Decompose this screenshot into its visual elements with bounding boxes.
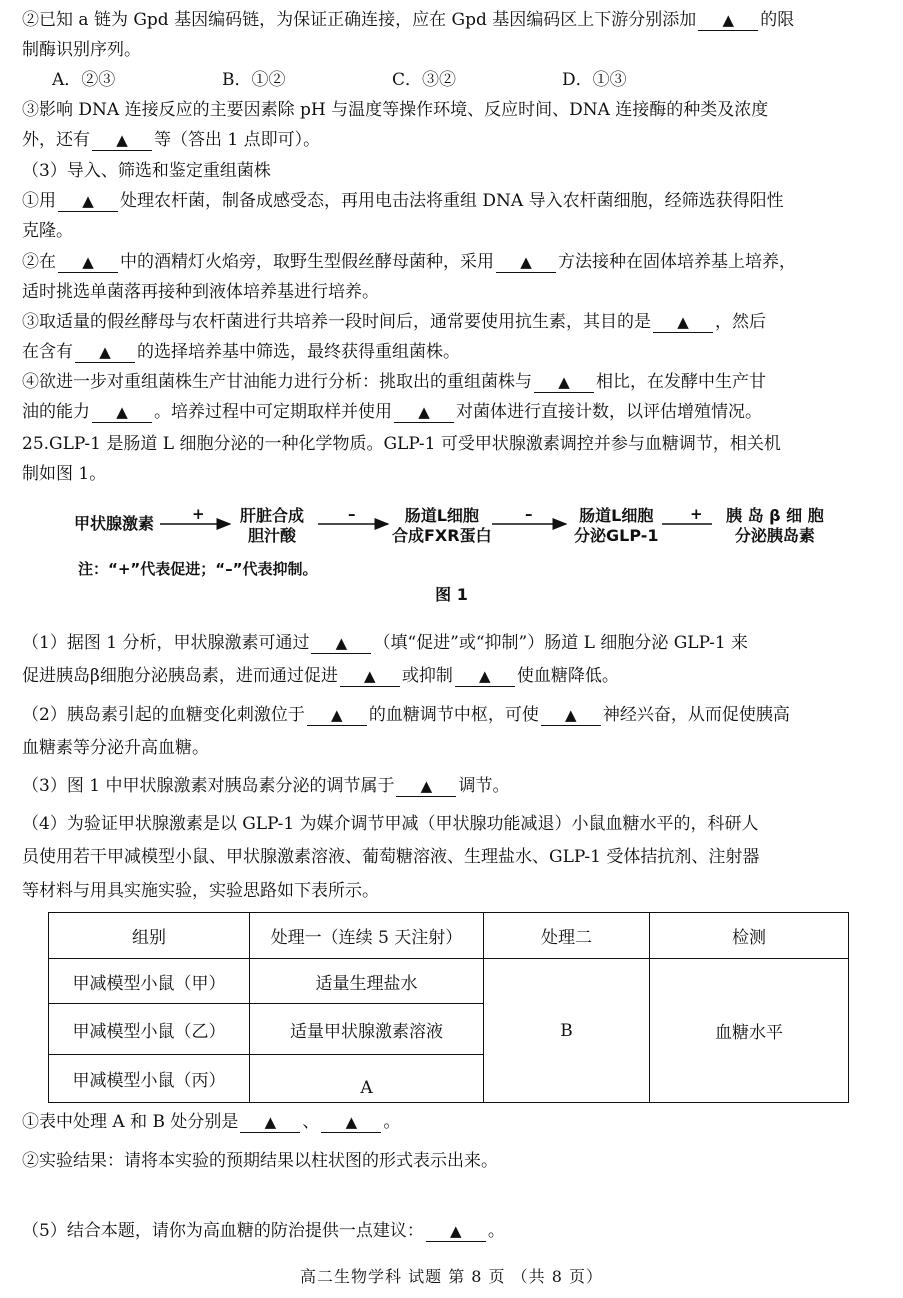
text-line: 血糖素等分泌升高血糖。 (22, 738, 209, 758)
option-b: B．①② (222, 70, 286, 90)
text-line: ②实验结果：请将本实验的预期结果以柱状图的形式表示出来。 (22, 1151, 498, 1171)
table-header-row (49, 913, 849, 959)
text-line: 制酶识别序列。 (22, 40, 141, 60)
answer-blank[interactable]: ▲ (58, 191, 118, 212)
answer-blank[interactable]: ▲ (496, 252, 556, 273)
text-line: （4）为验证甲状腺激素是以 GLP-1 为媒介调节甲减（甲状腺功能减退）小鼠血糖水平的，科研人 (22, 814, 759, 834)
text-line: ①用 ▲ 处理农杆菌，制备成感受态，再用电击法将重组 DNA 导入农杆菌细胞，经筛选获得阳性 (22, 191, 784, 211)
text-line: 员使用若干甲减模型小鼠、甲状腺激素溶液、葡萄糖溶液、生理盐水、GLP-1 受体拮抗剂、注射器 (22, 847, 760, 867)
text-line: 外，还有 ▲ 等（答出 1 点即可）。 (22, 130, 321, 150)
answer-blank[interactable]: ▲ (653, 312, 713, 333)
options-row (52, 68, 903, 92)
text-line: 制如图 1。 (22, 464, 107, 484)
question-25-stem: 25.GLP-1 是肠道 L 细胞分泌的一种化学物质。GLP-1 可受甲状腺激素调控并参与血糖调节，相关机 (22, 434, 781, 454)
answer-blank[interactable]: ▲ (307, 705, 367, 726)
node-beta-cell: 胰 岛 β 细 胞 分泌胰岛素 (726, 506, 824, 545)
table-header: 组别 (49, 913, 250, 959)
answer-blank[interactable]: ▲ (455, 666, 515, 687)
answer-blank[interactable]: ▲ (426, 1221, 486, 1242)
table-cell: 适量甲状腺激素溶液 (250, 1004, 484, 1055)
answer-blank[interactable]: ▲ (698, 10, 758, 31)
diagram-note: 注：“+”代表促进；“–”代表抑制。 (78, 560, 318, 578)
answer-blank[interactable]: ▲ (541, 705, 601, 726)
node-glp1: 肠道L细胞 分泌GLP-1 (574, 506, 659, 545)
table-cell: 甲减模型小鼠（乙） (49, 1004, 250, 1055)
text-line: （2）胰岛素引起的血糖变化刺激位于 ▲ 的血糖调节中枢，可使 ▲ 神经兴奋，从而促使胰高 (22, 705, 790, 725)
section-heading: （3）导入、筛选和鉴定重组菌株 (22, 161, 271, 181)
node-fxr: 肠道L细胞 合成FXR蛋白 (392, 506, 492, 545)
text-line: 油的能力 ▲ 。培养过程中可定期取样并使用 ▲ 对菌体进行直接计数，以评估增殖情况。 (22, 402, 762, 422)
text-line: ④欲进一步对重组菌株生产甘油能力进行分析：挑取出的重组菌株与 ▲ 相比，在发酵中生产甘 (22, 372, 766, 392)
text-line: 促进胰岛β细胞分泌胰岛素，进而通过促进 ▲ 或抑制 ▲ 使血糖降低。 (22, 666, 619, 686)
answer-blank[interactable]: ▲ (92, 130, 152, 151)
answer-blank[interactable]: ▲ (92, 402, 152, 423)
text-line: ①表中处理 A 和 B 处分别是 ▲ 、 ▲ 。 (22, 1112, 401, 1132)
text-line: （3）图 1 中甲状腺激素对胰岛素分泌的调节属于 ▲ 调节。 (22, 776, 510, 796)
answer-blank[interactable]: ▲ (340, 666, 400, 687)
sign-promote: + (192, 505, 205, 523)
table-cell-b: B (484, 959, 650, 1103)
option-a: A．②③ (52, 70, 116, 90)
figure-caption: 图 1 (435, 585, 468, 604)
experiment-table (48, 912, 849, 1103)
text-line: （5）结合本题，请你为高血糖的防治提供一点建议： ▲ 。 (22, 1221, 505, 1241)
text-line: 克隆。 (22, 221, 73, 241)
answer-blank[interactable]: ▲ (240, 1112, 300, 1133)
table-row (49, 959, 849, 1004)
answer-blank[interactable]: ▲ (311, 633, 371, 654)
answer-blank[interactable]: ▲ (396, 776, 456, 797)
answer-blank[interactable]: ▲ (75, 342, 135, 363)
table-cell: 甲减模型小鼠（丙） (49, 1055, 250, 1103)
sign-inhibit: – (525, 505, 533, 523)
text-line: （1）据图 1 分析，甲状腺激素可通过 ▲ （填“促进”或“抑制”）肠道 L 细胞分泌 GLP-1 来 (22, 633, 749, 653)
table-cell: 适量生理盐水 (250, 959, 484, 1004)
table-header: 处理二 (484, 913, 650, 959)
page-footer: 高二生物学科 试题 第 8 页 （共 8 页） (300, 1267, 603, 1286)
table-header: 检测 (650, 913, 849, 959)
text-line: ③影响 DNA 连接反应的主要因素除 pH 与温度等操作环境、反应时间、DNA 连接酶的种类及浓度 (22, 100, 769, 120)
text-line: 适时挑选单菌落再接种到液体培养基进行培养。 (22, 282, 379, 302)
table-header: 处理一（连续 5 天注射） (250, 913, 484, 959)
text-line: 等材料与用具实施实验，实验思路如下表所示。 (22, 881, 379, 901)
text-line: ③取适量的假丝酵母与农杆菌进行共培养一段时间后，通常要使用抗生素，其目的是 ▲ ，然后 (22, 312, 766, 332)
text-line: 在含有 ▲ 的选择培养基中筛选，最终获得重组菌株。 (22, 342, 460, 362)
sign-inhibit: – (348, 505, 356, 523)
answer-blank[interactable]: ▲ (534, 372, 594, 393)
text-line: ②在 ▲ 中的酒精灯火焰旁，取野生型假丝酵母菌种，采用 ▲ 方法接种在固体培养基上培养， (22, 252, 796, 272)
answer-blank[interactable]: ▲ (394, 402, 454, 423)
text-line: ②已知 a 链为 Gpd 基因编码链，为保证正确连接，应在 Gpd 基因编码区上下游分别添加 ▲ 的限 (22, 10, 795, 30)
answer-blank[interactable]: ▲ (58, 252, 118, 273)
sign-promote: + (690, 505, 703, 523)
table-cell-detect: 血糖水平 (650, 959, 849, 1103)
option-c: C．③② (392, 70, 457, 90)
answer-blank[interactable]: ▲ (321, 1112, 381, 1133)
option-d: D．①③ (562, 70, 627, 90)
node-liver-bile-acid: 肝脏合成 胆汁酸 (240, 506, 305, 545)
table-cell: 甲减模型小鼠（甲） (49, 959, 250, 1004)
table-cell-a: A (250, 1055, 484, 1103)
node-thyroid-hormone: 甲状腺激素 (74, 514, 155, 533)
